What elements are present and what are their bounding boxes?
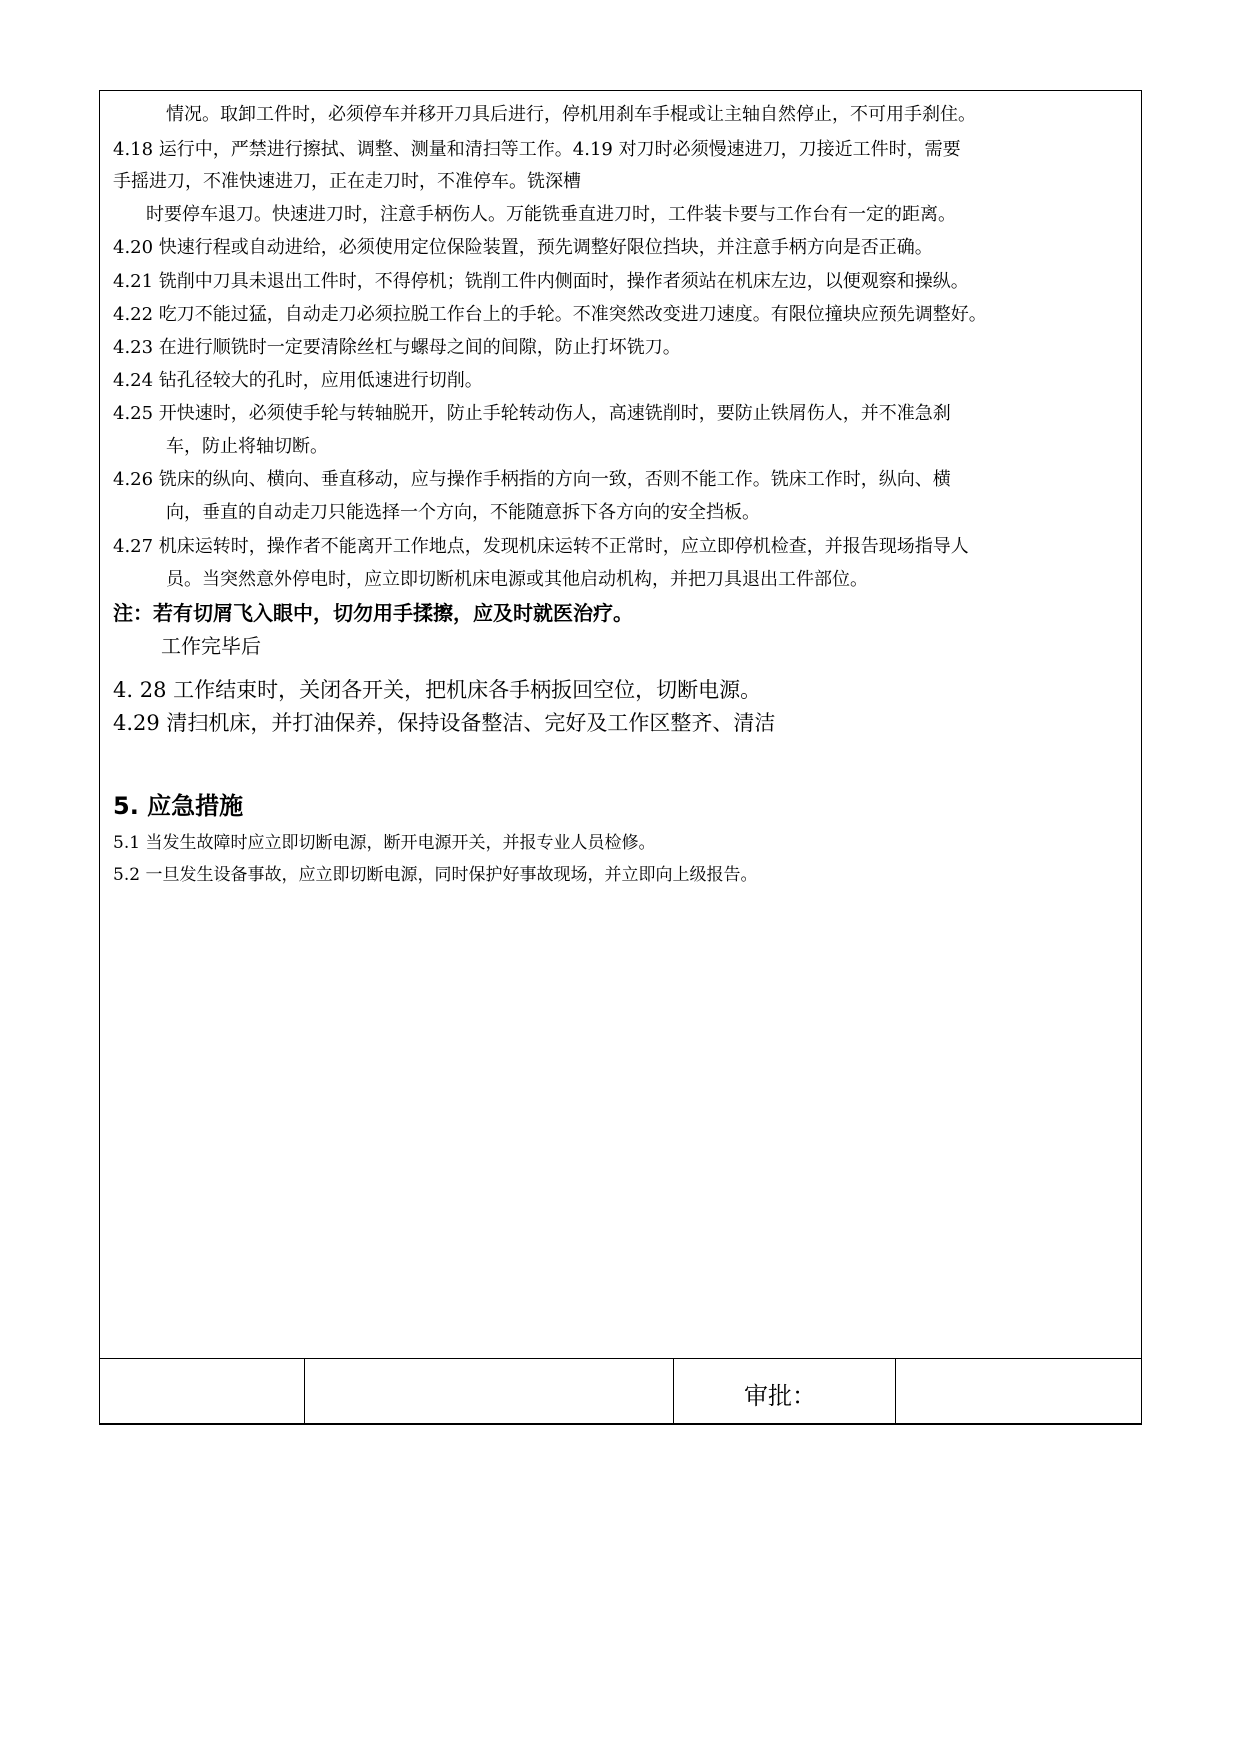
after-work-item-2: 4.29 清扫机床，并打油保养，保持设备整洁、完好及工作区整齐、清洁 — [113, 711, 776, 735]
text-line-7: 4.22 吃刀不能过猛，自动走刀必须拉脱工作台上的手轮。不准突然改变进刀速度。有限位撞块应预先调整好。 — [113, 304, 987, 325]
text-line-14: 4.27 机床运转时，操作者不能离开工作地点，发现机床运转不正常时，应立即停机检查，并报告现场指导人 — [113, 536, 969, 557]
signature-row-top-border — [99, 1358, 1142, 1359]
section-5-item-1: 5.1 当发生故障时应立即切断电源，断开电源开关，并报专业人员检修。 — [113, 833, 656, 853]
table-top-border — [99, 90, 1142, 91]
text-line-1: 情况。取卸工件时，必须停车并移开刀具后进行，停机用刹车手棍或让主轴自然停止，不可用手刹住。 — [166, 104, 976, 125]
section-5-item-2: 5.2 一旦发生设备事故，应立即切断电源，同时保护好事故现场，并立即向上级报告。 — [113, 865, 758, 885]
text-line-5: 4.20 快速行程或自动进给，必须使用定位保险装置，预先调整好限位挡块，并注意手柄方向是否正确。 — [113, 237, 933, 258]
section-5-heading: 5. 应急措施 — [113, 792, 244, 820]
after-work-subheading: 工作完毕后 — [161, 634, 261, 658]
text-line-2: 4.18 运行中，严禁进行擦拭、调整、测量和清扫等工作。4.19 对刀时必须慢速进刀，刀接近工件时，需要 — [113, 139, 961, 160]
signature-cell-divider-1 — [304, 1358, 305, 1424]
text-line-12: 4.26 铣床的纵向、横向、垂直移动，应与操作手柄指的方向一致，否则不能工作。铣床工作时，纵向、横 — [113, 469, 951, 490]
text-line-11: 车，防止将轴切断。 — [166, 436, 328, 457]
table-right-border — [1141, 90, 1142, 1425]
signature-cell-divider-2 — [673, 1358, 674, 1424]
table-left-border — [99, 90, 100, 1425]
text-line-9: 4.24 钻孔径较大的孔时，应用低速进行切削。 — [113, 370, 483, 391]
text-line-15: 员。当突然意外停电时，应立即切断机床电源或其他启动机构，并把刀具退出工件部位。 — [166, 569, 868, 590]
text-line-8: 4.23 在进行顺铣时一定要清除丝杠与螺母之间的间隙，防止打坏铣刀。 — [113, 337, 681, 358]
text-line-13: 向，垂直的自动走刀只能选择一个方向，不能随意拆下各方向的安全挡板。 — [166, 502, 760, 523]
text-line-4: 时要停车退刀。快速进刀时，注意手柄伤人。万能铣垂直进刀时，工件装卡要与工作台有一定的距离。 — [146, 204, 956, 225]
after-work-item-1: 4. 28 工作结束时，关闭各开关，把机床各手柄扳回空位，切断电源。 — [113, 678, 762, 702]
approve-label: 审批： — [744, 1382, 816, 1410]
text-line-10: 4.25 开快速时，必须使手轮与转轴脱开，防止手轮转动伤人，高速铣削时，要防止铁屑伤人，并不准急刹 — [113, 403, 951, 424]
text-line-3: 手摇进刀，不准快速进刀，正在走刀时，不准停车。铣深槽 — [113, 171, 581, 192]
signature-cell-divider-3 — [895, 1358, 896, 1424]
text-line-6: 4.21 铣削中刀具未退出工件时，不得停机；铣削工件内侧面时，操作者须站在机床左边，以便观察和操纵。 — [113, 271, 969, 292]
safety-note: 注：若有切屑飞入眼中，切勿用手揉擦，应及时就医治疗。 — [113, 601, 633, 625]
table-bottom-border — [99, 1423, 1142, 1425]
